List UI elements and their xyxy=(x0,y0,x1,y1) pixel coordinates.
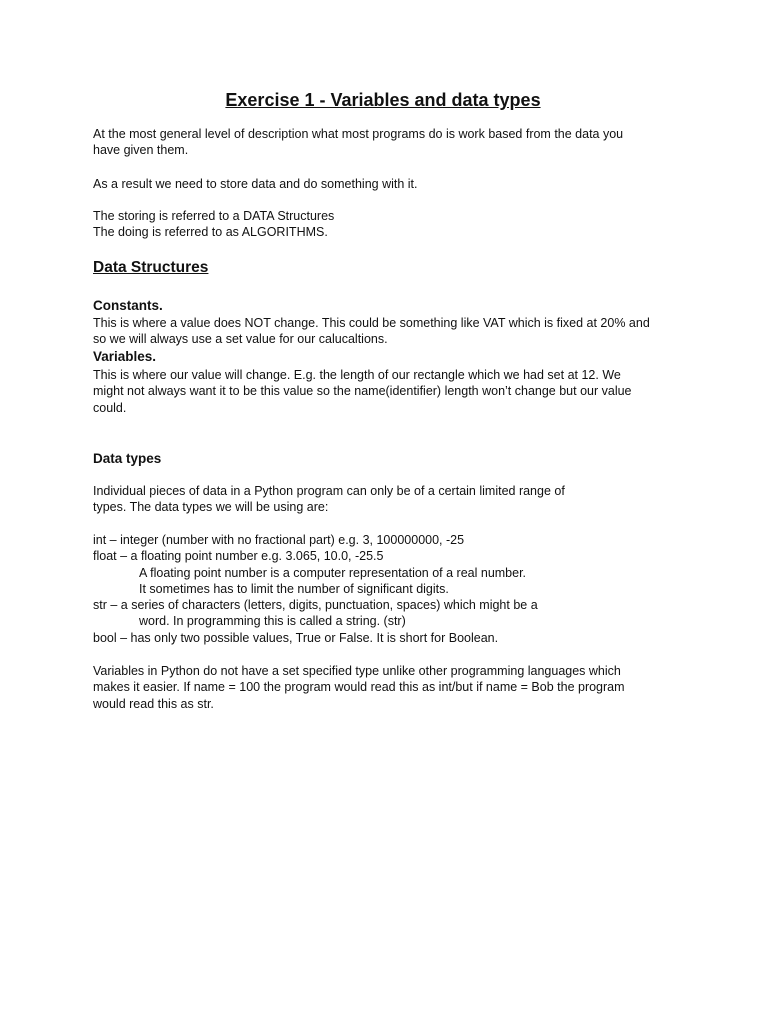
data-structures-heading: Data Structures xyxy=(93,259,209,276)
type-float: float – a floating point number e.g. 3.065, 10.0, -25.5 xyxy=(93,549,384,564)
page-title: Exercise 1 - Variables and data types xyxy=(225,90,541,110)
storing-paragraph xyxy=(93,208,334,241)
closing-line: Variables in Python do not have a set specified type unlike other programming languages which xyxy=(93,664,621,678)
type-float-note: A floating point number is a computer representation of a real number. xyxy=(139,565,527,580)
variables-paragraph xyxy=(93,367,632,416)
constants-line: so we will always use a set value for our calucaltions. xyxy=(93,332,388,347)
variables-line: might not always want it to be this value so the name(identifier) length won’t change but our value xyxy=(93,384,632,399)
constants-line: This is where a value does NOT change. This could be something like VAT which is fixed at 20% and xyxy=(93,316,650,330)
result-paragraph: As a result we need to store data and do something with it. xyxy=(93,177,418,191)
closing-line: would read this as str. xyxy=(93,696,214,711)
closing-line: makes it easier. If name = 100 the program would read this as int/but if name = Bob the program xyxy=(93,680,625,695)
variables-line: This is where our value will change. E.g. the length of our rectangle which we had set at 12. We xyxy=(93,368,621,382)
data-types-intro-line: Individual pieces of data in a Python program can only be of a certain limited range of xyxy=(93,484,565,498)
types-list xyxy=(93,532,538,646)
intro-line: have given them. xyxy=(93,143,189,158)
variables-heading: Variables. xyxy=(93,349,157,364)
data-types-intro-line: types. The data types we will be using are: xyxy=(93,500,329,515)
data-types-intro xyxy=(93,483,565,516)
type-str-note: word. In programming this is called a string. (str) xyxy=(139,614,406,629)
storing-line: The storing is referred to a DATA Structures xyxy=(93,209,335,223)
constants-paragraph xyxy=(93,315,650,348)
intro-paragraph xyxy=(93,126,623,159)
type-bool: bool – has only two possible values, True or False. It is short for Boolean. xyxy=(93,630,499,645)
data-types-heading: Data types xyxy=(93,451,162,466)
variables-line: could. xyxy=(93,400,127,415)
doing-line: The doing is referred to as ALGORITHMS. xyxy=(93,225,328,240)
closing-paragraph xyxy=(93,663,625,712)
type-int: int – integer (number with no fractional part) e.g. 3, 100000000, -25 xyxy=(93,533,465,547)
type-str: str – a series of characters (letters, digits, punctuation, spaces) which might be a xyxy=(93,598,538,613)
intro-line: At the most general level of description what most programs do is work based from the data you xyxy=(93,127,624,141)
type-float-note: It sometimes has to limit the number of significant digits. xyxy=(139,581,449,596)
constants-heading: Constants. xyxy=(93,298,163,313)
